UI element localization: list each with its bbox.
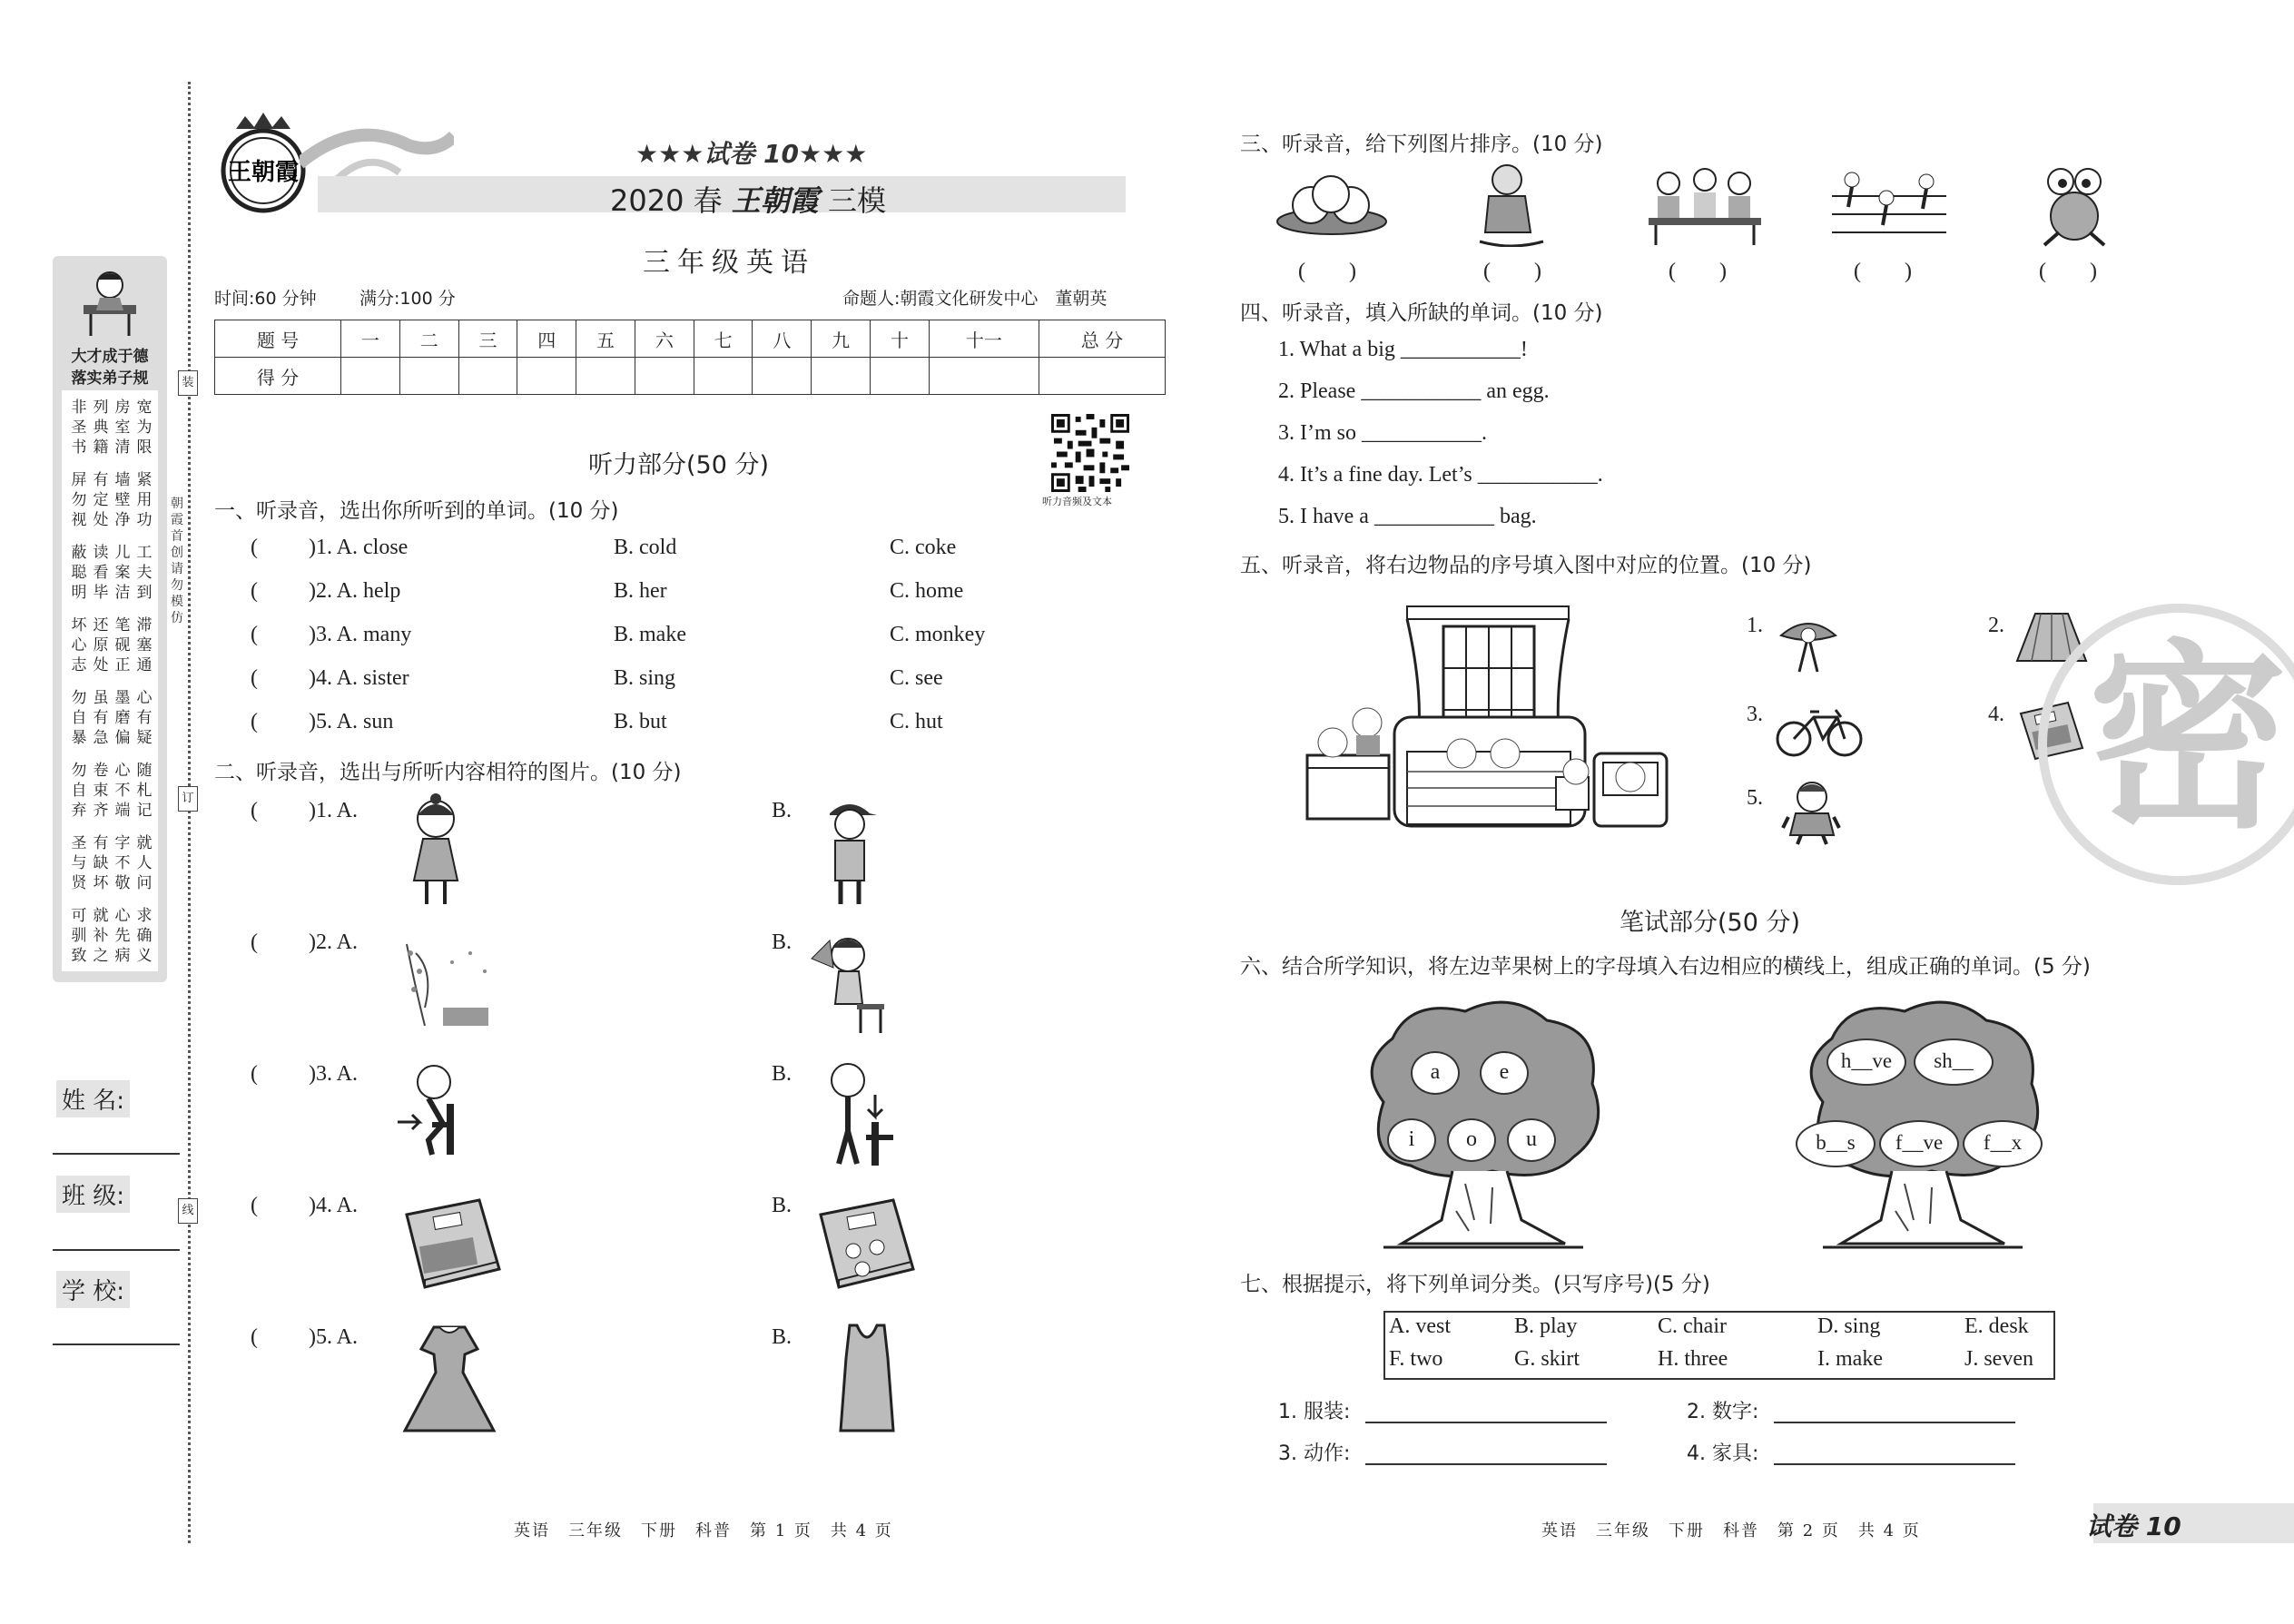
category-line[interactable]: 2. 数字: bbox=[1687, 1401, 1759, 1423]
word-bank-item: I. make bbox=[1817, 1347, 1883, 1371]
footer-left: 英语 三年级 下册 科普 第 1 页 共 4 页 bbox=[514, 1521, 893, 1540]
score-table-header-row bbox=[215, 320, 1166, 358]
kite-image bbox=[1772, 608, 1845, 681]
q2-option-b: B. bbox=[772, 930, 793, 954]
svg-text:王朝霞: 王朝霞 bbox=[227, 159, 300, 186]
letter-apple: o bbox=[1447, 1118, 1496, 1162]
dress-image bbox=[399, 1322, 499, 1436]
q1-option-c: C. see bbox=[890, 666, 943, 690]
seal-zhuang: 装 bbox=[178, 370, 198, 396]
q5-item-number: 1. bbox=[1747, 614, 1763, 637]
score-cell[interactable] bbox=[1039, 358, 1165, 395]
vertical-note: 朝霞首创 请勿模仿 bbox=[171, 497, 196, 625]
exam-time: 时间:60 分钟 bbox=[214, 289, 317, 309]
frog-image bbox=[2041, 163, 2108, 249]
name-label: 姓 名: bbox=[56, 1080, 130, 1117]
race-image bbox=[1832, 169, 1946, 241]
answer-paren[interactable]: ( bbox=[251, 623, 258, 646]
score-cell[interactable] bbox=[458, 358, 517, 395]
girl-image bbox=[399, 793, 472, 911]
q4-fill-item[interactable]: 5. I have a ___________ bag. bbox=[1278, 505, 1537, 528]
order-answer-paren[interactable]: ( ) bbox=[1854, 260, 1912, 283]
full-score: 满分:100 分 bbox=[359, 289, 456, 309]
poem-column: 圣与贤 bbox=[71, 834, 87, 892]
poem-column: 房室清 bbox=[114, 399, 131, 457]
poem-column: 心不端 bbox=[114, 762, 131, 820]
q1-option-b: B. her bbox=[614, 579, 667, 603]
q2-option-a: )1. A. bbox=[309, 799, 358, 822]
word-bank-item: D. sing bbox=[1817, 1314, 1881, 1338]
letter-apple: a bbox=[1411, 1051, 1460, 1095]
word-apple[interactable]: h__ve bbox=[1826, 1038, 1906, 1086]
score-cell[interactable] bbox=[812, 358, 871, 395]
q6-title: 六、结合所学知识，将左边苹果树上的字母填入右边相应的横线上，组成正确的单词。(5 分) bbox=[1240, 955, 2091, 979]
answer-paren[interactable]: ( bbox=[251, 536, 258, 559]
letter-apple: u bbox=[1507, 1118, 1556, 1162]
poem-column: 心先病 bbox=[114, 907, 131, 965]
class-label: 班 级: bbox=[56, 1176, 130, 1213]
order-answer-paren[interactable]: ( ) bbox=[1669, 260, 1727, 283]
word-bank-item: G. skirt bbox=[1514, 1347, 1580, 1371]
category-line[interactable]: 3. 动作: bbox=[1278, 1442, 1351, 1465]
poem-column: 非圣书 bbox=[71, 399, 87, 457]
qr-code-icon[interactable] bbox=[1051, 414, 1129, 492]
score-header-cell: 二 bbox=[399, 320, 458, 358]
q1-option-c: C. monkey bbox=[890, 623, 986, 646]
q1-option-a: )1. A. close bbox=[309, 536, 409, 559]
q3-title: 三、听录音，给下列图片排序。(10 分) bbox=[1240, 133, 1603, 156]
category-line[interactable]: 1. 服装: bbox=[1278, 1401, 1351, 1423]
word-apple[interactable]: f__ve bbox=[1879, 1120, 1959, 1167]
sidebar-poem bbox=[62, 390, 158, 971]
sit-down-image bbox=[392, 1058, 483, 1158]
winter-scene-image bbox=[398, 935, 497, 1035]
answer-paren[interactable]: ( bbox=[251, 710, 258, 733]
q1-option-a: )2. A. help bbox=[309, 579, 401, 603]
listening-section-title: 听力部分(50 分) bbox=[588, 451, 770, 479]
score-cell[interactable] bbox=[929, 358, 1039, 395]
word-bank-item: J. seven bbox=[1964, 1347, 2033, 1371]
sidebar-motto-2: 落实弟子规 bbox=[71, 369, 149, 388]
word-bank-item: A. vest bbox=[1389, 1314, 1451, 1338]
answer-paren[interactable]: ( bbox=[251, 930, 258, 954]
poem-column: 墨磨偏 bbox=[114, 689, 131, 747]
school-label: 学 校: bbox=[56, 1271, 130, 1308]
school-field[interactable] bbox=[53, 1343, 180, 1345]
svg-text:密: 密 bbox=[2087, 623, 2289, 855]
score-cell[interactable] bbox=[517, 358, 576, 395]
score-cell[interactable] bbox=[399, 358, 458, 395]
letter-apple: i bbox=[1387, 1118, 1436, 1162]
poem-column: 还原处 bbox=[93, 616, 109, 674]
sidebar-panel bbox=[53, 256, 167, 982]
poem-column: 笔砚正 bbox=[114, 616, 131, 674]
poem-column: 紧用功 bbox=[136, 471, 153, 529]
poem-column: 就补之 bbox=[93, 907, 109, 965]
poem-column: 就人问 bbox=[136, 834, 153, 892]
poem-column: 有定处 bbox=[93, 471, 109, 529]
poem-column: 墙壁净 bbox=[114, 471, 131, 529]
grandpa-image bbox=[1471, 160, 1552, 247]
poem-column: 虽有急 bbox=[93, 689, 109, 747]
score-row-label: 得 分 bbox=[215, 358, 341, 395]
exam-number: ★★★试卷 10★★★ bbox=[635, 139, 868, 169]
score-cell[interactable] bbox=[694, 358, 753, 395]
q4-title: 四、听录音，填入所缺的单词。(10 分) bbox=[1240, 301, 1603, 325]
score-cell[interactable] bbox=[635, 358, 694, 395]
score-cell[interactable] bbox=[341, 358, 400, 395]
poem-column: 蔽聪明 bbox=[71, 544, 87, 602]
q4-fill-item[interactable]: 1. What a big ___________! bbox=[1278, 338, 1528, 361]
family-image bbox=[1649, 167, 1761, 245]
answer-paren[interactable]: ( bbox=[251, 799, 258, 822]
poem-column: 儿案洁 bbox=[114, 544, 131, 602]
qr-caption: 听力音频及文本 bbox=[1042, 496, 1112, 507]
word-bank-item: F. two bbox=[1389, 1347, 1443, 1371]
name-field[interactable] bbox=[53, 1153, 180, 1155]
score-header-cell: 八 bbox=[753, 320, 812, 358]
seal-ding: 订 bbox=[178, 786, 198, 812]
q2-option-a: )2. A. bbox=[309, 930, 358, 954]
q2-option-a: )5. A. bbox=[309, 1325, 358, 1349]
q1-option-a: )4. A. sister bbox=[309, 666, 409, 690]
score-header-cell: 一 bbox=[341, 320, 400, 358]
bedroom-image bbox=[1300, 599, 1685, 841]
word-bank-item: B. play bbox=[1514, 1314, 1578, 1338]
exam-title-brand: 王朝霞 bbox=[731, 183, 819, 218]
poem-column: 勿自暴 bbox=[71, 689, 87, 747]
poem-column: 可驯致 bbox=[71, 907, 87, 965]
q7-title: 七、根据提示，将下列单词分类。(只写序号)(5 分) bbox=[1240, 1273, 1710, 1296]
exam-title-suffix: 三模 bbox=[827, 183, 886, 218]
word-bank-item: C. chair bbox=[1658, 1314, 1727, 1338]
q5-item-number: 3. bbox=[1747, 703, 1763, 726]
q2-title: 二、听录音，选出与所听内容相符的图片。(10 分) bbox=[214, 761, 682, 784]
word-apple[interactable]: b__s bbox=[1796, 1120, 1876, 1167]
score-header-cell: 七 bbox=[694, 320, 753, 358]
score-header-cell: 十 bbox=[871, 320, 930, 358]
word-bank-item: E. desk bbox=[1964, 1314, 2029, 1338]
score-header-label: 题 号 bbox=[215, 320, 341, 358]
poem-column: 随札记 bbox=[136, 762, 153, 820]
poem-column: 卷束齐 bbox=[93, 762, 109, 820]
score-cell[interactable] bbox=[871, 358, 930, 395]
score-header-cell: 总 分 bbox=[1039, 320, 1165, 358]
answer-paren[interactable]: ( bbox=[251, 1194, 258, 1217]
order-answer-paren[interactable]: ( ) bbox=[2039, 260, 2097, 283]
word-apple[interactable]: sh__ bbox=[1914, 1038, 1994, 1086]
class-field[interactable] bbox=[53, 1249, 180, 1251]
poem-column: 列典籍 bbox=[93, 399, 109, 457]
answer-paren[interactable]: ( bbox=[251, 1062, 258, 1086]
secret-seal-watermark bbox=[2024, 590, 2294, 899]
answer-paren[interactable]: ( bbox=[251, 1325, 258, 1349]
order-answer-paren[interactable]: ( ) bbox=[1483, 260, 1541, 283]
sidebar-motto-1: 大才成于德 bbox=[71, 348, 149, 366]
q1-option-c: C. home bbox=[890, 579, 964, 603]
stand-up-image bbox=[812, 1058, 902, 1167]
answer-paren[interactable]: ( bbox=[251, 579, 258, 603]
score-header-cell: 三 bbox=[458, 320, 517, 358]
boy-image bbox=[813, 793, 886, 911]
score-header-cell: 九 bbox=[812, 320, 871, 358]
q5-item-number: 5. bbox=[1747, 786, 1763, 810]
q1-title: 一、听录音，选出你所听到的单词。(10 分) bbox=[214, 499, 619, 523]
category-line[interactable]: 4. 家具: bbox=[1687, 1442, 1759, 1465]
math-book-image bbox=[812, 1196, 917, 1291]
poem-column: 求确义 bbox=[136, 907, 153, 965]
binding-dotted-line bbox=[188, 82, 191, 1543]
category-answer-field[interactable] bbox=[1774, 1463, 2015, 1465]
word-bank-item: H. three bbox=[1658, 1347, 1728, 1371]
poem-column: 字不敬 bbox=[114, 834, 131, 892]
score-cell[interactable] bbox=[753, 358, 812, 395]
q1-option-b: B. make bbox=[614, 623, 686, 646]
q5-title: 五、听录音，将右边物品的序号填入图中对应的位置。(10 分) bbox=[1240, 554, 1812, 577]
q2-option-b: B. bbox=[772, 1062, 793, 1086]
score-header-cell: 四 bbox=[517, 320, 576, 358]
bike-image bbox=[1774, 699, 1865, 759]
footer-right: 英语 三年级 下册 科普 第 2 页 共 4 页 bbox=[1541, 1521, 1921, 1540]
exam-author: 命题人:朝霞文化研发中心 董朝英 bbox=[842, 289, 1108, 309]
q1-option-a: )3. A. many bbox=[309, 623, 412, 646]
chinese-book-image bbox=[398, 1196, 503, 1291]
exam-title-year: 2020 春 bbox=[610, 183, 723, 218]
footer-badge: 试卷 10 bbox=[2086, 1511, 2181, 1541]
poem-column: 心有疑 bbox=[136, 689, 153, 747]
q1-option-c: C. hut bbox=[890, 710, 943, 733]
vest-image bbox=[837, 1322, 897, 1436]
q4-fill-item[interactable]: 2. Please ___________ an egg. bbox=[1278, 379, 1550, 403]
q5-item-number: 2. bbox=[1988, 614, 2004, 637]
score-table bbox=[214, 320, 1166, 395]
exam-title bbox=[610, 178, 886, 220]
poem-column: 读看毕 bbox=[93, 544, 109, 602]
boy-with-fan-image bbox=[802, 931, 902, 1038]
q4-fill-item[interactable]: 4. It’s a fine day. Let’s ___________. bbox=[1278, 463, 1603, 487]
doll-image bbox=[1779, 777, 1843, 846]
poem-column: 宽为限 bbox=[136, 399, 153, 457]
writing-section-title: 笔试部分(50 分) bbox=[1620, 909, 1801, 937]
q2-option-b: B. bbox=[772, 1325, 793, 1349]
seal-xian: 线 bbox=[178, 1198, 198, 1224]
q2-option-b: B. bbox=[772, 1194, 793, 1217]
order-answer-paren[interactable]: ( ) bbox=[1298, 260, 1356, 283]
mascot-icon bbox=[73, 265, 147, 338]
poem-column: 勿自弃 bbox=[71, 762, 87, 820]
q4-fill-item[interactable]: 3. I’m so ___________. bbox=[1278, 421, 1487, 445]
poem-column: 工夫到 bbox=[136, 544, 153, 602]
q1-option-b: B. sing bbox=[614, 666, 676, 690]
category-answer-field[interactable] bbox=[1365, 1422, 1607, 1423]
score-header-cell: 六 bbox=[635, 320, 694, 358]
subject-title: 三年级英语 bbox=[643, 247, 815, 279]
q1-option-c: C. coke bbox=[890, 536, 957, 559]
q1-option-b: B. cold bbox=[614, 536, 677, 559]
category-answer-field[interactable] bbox=[1774, 1422, 2015, 1423]
q1-option-a: )5. A. sun bbox=[309, 710, 394, 733]
score-header-cell: 五 bbox=[576, 320, 635, 358]
score-table-score-row bbox=[215, 358, 1166, 395]
poem-column: 有缺坏 bbox=[93, 834, 109, 892]
poem-column: 坏心志 bbox=[71, 616, 87, 674]
q2-option-b: B. bbox=[772, 799, 793, 822]
mooncakes-image bbox=[1275, 169, 1389, 238]
q5-item-number: 4. bbox=[1988, 703, 2004, 726]
q2-option-a: )3. A. bbox=[309, 1062, 358, 1086]
poem-column: 滞塞通 bbox=[136, 616, 153, 674]
poem-column: 屏勿视 bbox=[71, 471, 87, 529]
word-apple[interactable]: f__x bbox=[1963, 1120, 2043, 1167]
letter-apple: e bbox=[1480, 1051, 1529, 1095]
score-cell[interactable] bbox=[576, 358, 635, 395]
q1-option-b: B. but bbox=[614, 710, 667, 733]
answer-paren[interactable]: ( bbox=[251, 666, 258, 690]
q2-option-a: )4. A. bbox=[309, 1194, 358, 1217]
score-header-cell: 十一 bbox=[929, 320, 1039, 358]
category-answer-field[interactable] bbox=[1365, 1463, 1607, 1465]
